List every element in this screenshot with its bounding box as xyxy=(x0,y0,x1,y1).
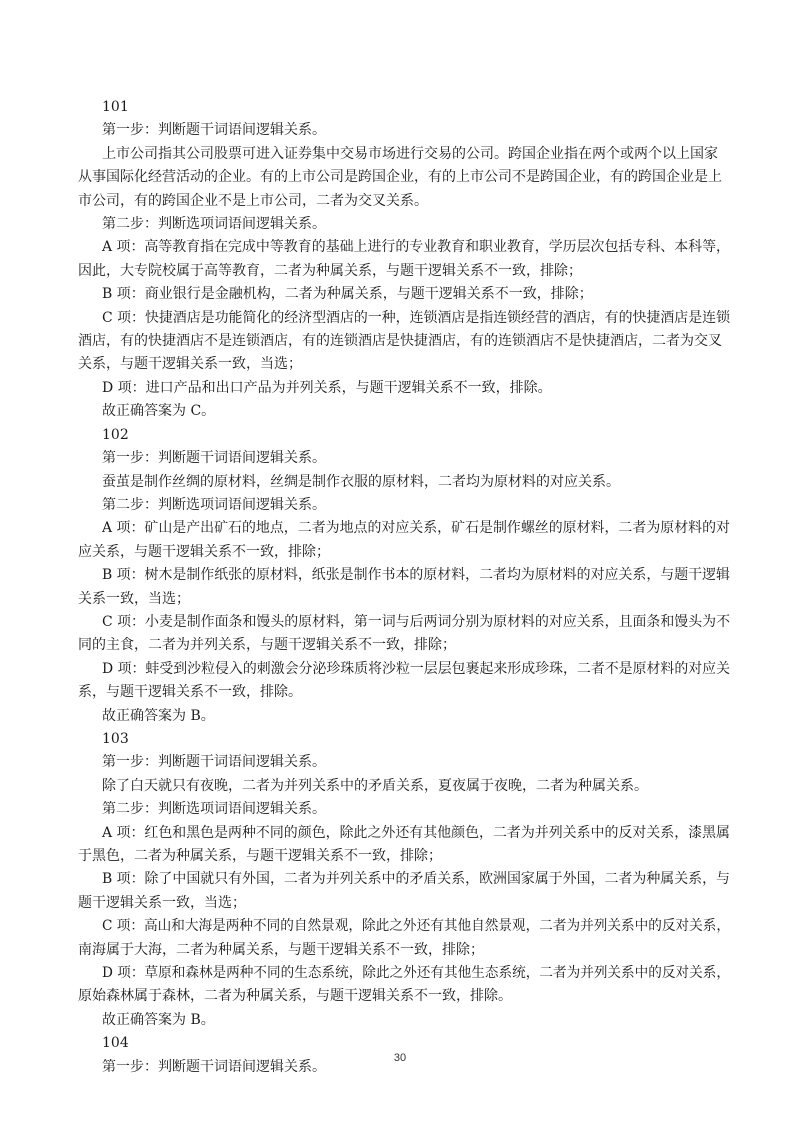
text-line: 第一步：判断题干词语间逻辑关系。 xyxy=(102,1058,326,1075)
text-line: 关系一致，当选； xyxy=(78,590,190,607)
text-line: 原始森林属于森林，二者为种属关系，与题干逻辑关系不一致，排除。 xyxy=(78,988,512,1005)
page-number: 30 xyxy=(393,1052,407,1064)
text-line: 上市公司指其公司股票可进入证券集中交易市场进行交易的公司。跨国企业指在两个或两个以上国家 xyxy=(102,145,718,162)
document-body xyxy=(78,96,730,1079)
text-line: 酒店，有的快捷酒店不是连锁酒店，有的连锁酒店是快捷酒店，有的连锁酒店不是快捷酒店，二者为交叉 xyxy=(78,333,722,350)
text-line: A 项：红色和黑色是两种不同的颜色，除此之外还有其他颜色，二者为并列关系中的反对关系，漆黑属 xyxy=(102,824,730,841)
text-line: 应关系，与题干逻辑关系不一致，排除； xyxy=(78,543,330,560)
text-line: 故正确答案为 B。 xyxy=(102,1011,215,1028)
text-line: 102 xyxy=(102,426,129,443)
text-line: 同的主食，二者为并列关系，与题干逻辑关系不一致，排除； xyxy=(78,637,456,654)
text-line: 故正确答案为 B。 xyxy=(102,707,215,724)
text-line: 于黑色，二者为种属关系，与题干逻辑关系不一致，排除； xyxy=(78,848,442,864)
text-line: C 项：小麦是制作面条和馒头的原材料，第一词与后两词分别为原材料的对应关系，且面条和馒头为不 xyxy=(102,613,731,630)
text-line: D 项：蚌受到沙粒侵入的刺激会分泌珍珠质将沙粒一层层包裹起来形成珍珠，二者不是原材料的对应关 xyxy=(102,660,731,677)
text-line: 第一步：判断题干词语间逻辑关系。 xyxy=(102,122,326,139)
text-line: 第二步：判断选项词语间逻辑关系。 xyxy=(102,496,326,513)
text-line: 第二步：判断选项词语间逻辑关系。 xyxy=(102,216,326,233)
text-line: 因此，大专院校属于高等教育，二者为种属关系，与题干逻辑关系不一致，排除； xyxy=(78,262,582,279)
text-line: A 项：矿山是产出矿石的地点，二者为地点的对应关系，矿石是制作螺丝的原材料，二者为原材料的对 xyxy=(102,520,730,537)
text-line: D 项：进口产品和出口产品为并列关系，与题干逻辑关系不一致，排除。 xyxy=(102,379,552,396)
text-line: 第一步：判断题干词语间逻辑关系。 xyxy=(102,754,326,771)
text-line: 104 xyxy=(102,1035,129,1052)
text-line: 系，与题干逻辑关系不一致，排除。 xyxy=(78,684,302,701)
text-line: 故正确答案为 C。 xyxy=(102,403,216,420)
text-line: 除了白天就只有夜晚，二者为并列关系中的矛盾关系，夏夜属于夜晚，二者为种属关系。 xyxy=(102,777,648,794)
text-line: 从事国际化经营活动的企业。有的上市公司是跨国企业，有的上市公司不是跨国企业，有的跨国企业是上 xyxy=(78,169,722,186)
text-line: B 项：除了中国就只有外国，二者为并列关系中的矛盾关系，欧洲国家属于外国，二者为种属关系，与 xyxy=(102,871,730,888)
text-line: B 项：树木是制作纸张的原材料，纸张是制作书本的原材料，二者均为原材料的对应关系，与题干逻辑 xyxy=(102,567,730,584)
text-line: D 项：草原和森林是两种不同的生态系统，除此之外还有其他生态系统，二者为并列关系中的反对关系， xyxy=(102,965,730,982)
text-line: C 项：高山和大海是两种不同的自然景观，除此之外还有其他自然景观，二者为并列关系中的反对关系， xyxy=(102,918,731,935)
text-line: 第二步：判断选项词语间逻辑关系。 xyxy=(102,801,326,818)
text-line: 题干逻辑关系一致，当选； xyxy=(78,894,246,911)
text-line: 关系，与题干逻辑关系一致，当选； xyxy=(78,356,302,373)
text-line: B 项：商业银行是金融机构，二者为种属关系，与题干逻辑关系不一致，排除； xyxy=(102,286,593,303)
text-line: A 项：高等教育指在完成中等教育的基础上进行的专业教育和职业教育，学历层次包括专科、本科等， xyxy=(102,239,730,256)
text-line: 市公司，有的跨国企业不是上市公司，二者为交叉关系。 xyxy=(78,192,428,209)
text-line: 103 xyxy=(102,730,129,747)
text-line: C 项：快捷酒店是功能简化的经济型酒店的一种，连锁酒店是指连锁经营的酒店，有的快捷酒店是连锁 xyxy=(102,309,731,326)
text-line: 南海属于大海，二者为种属关系，与题干逻辑关系不一致，排除； xyxy=(78,941,484,958)
text-line: 101 xyxy=(102,99,129,115)
text-line: 蚕茧是制作丝绸的原材料，丝绸是制作衣服的原材料，二者均为原材料的对应关系。 xyxy=(102,473,620,490)
text-line: 第一步：判断题干词语间逻辑关系。 xyxy=(102,450,326,467)
